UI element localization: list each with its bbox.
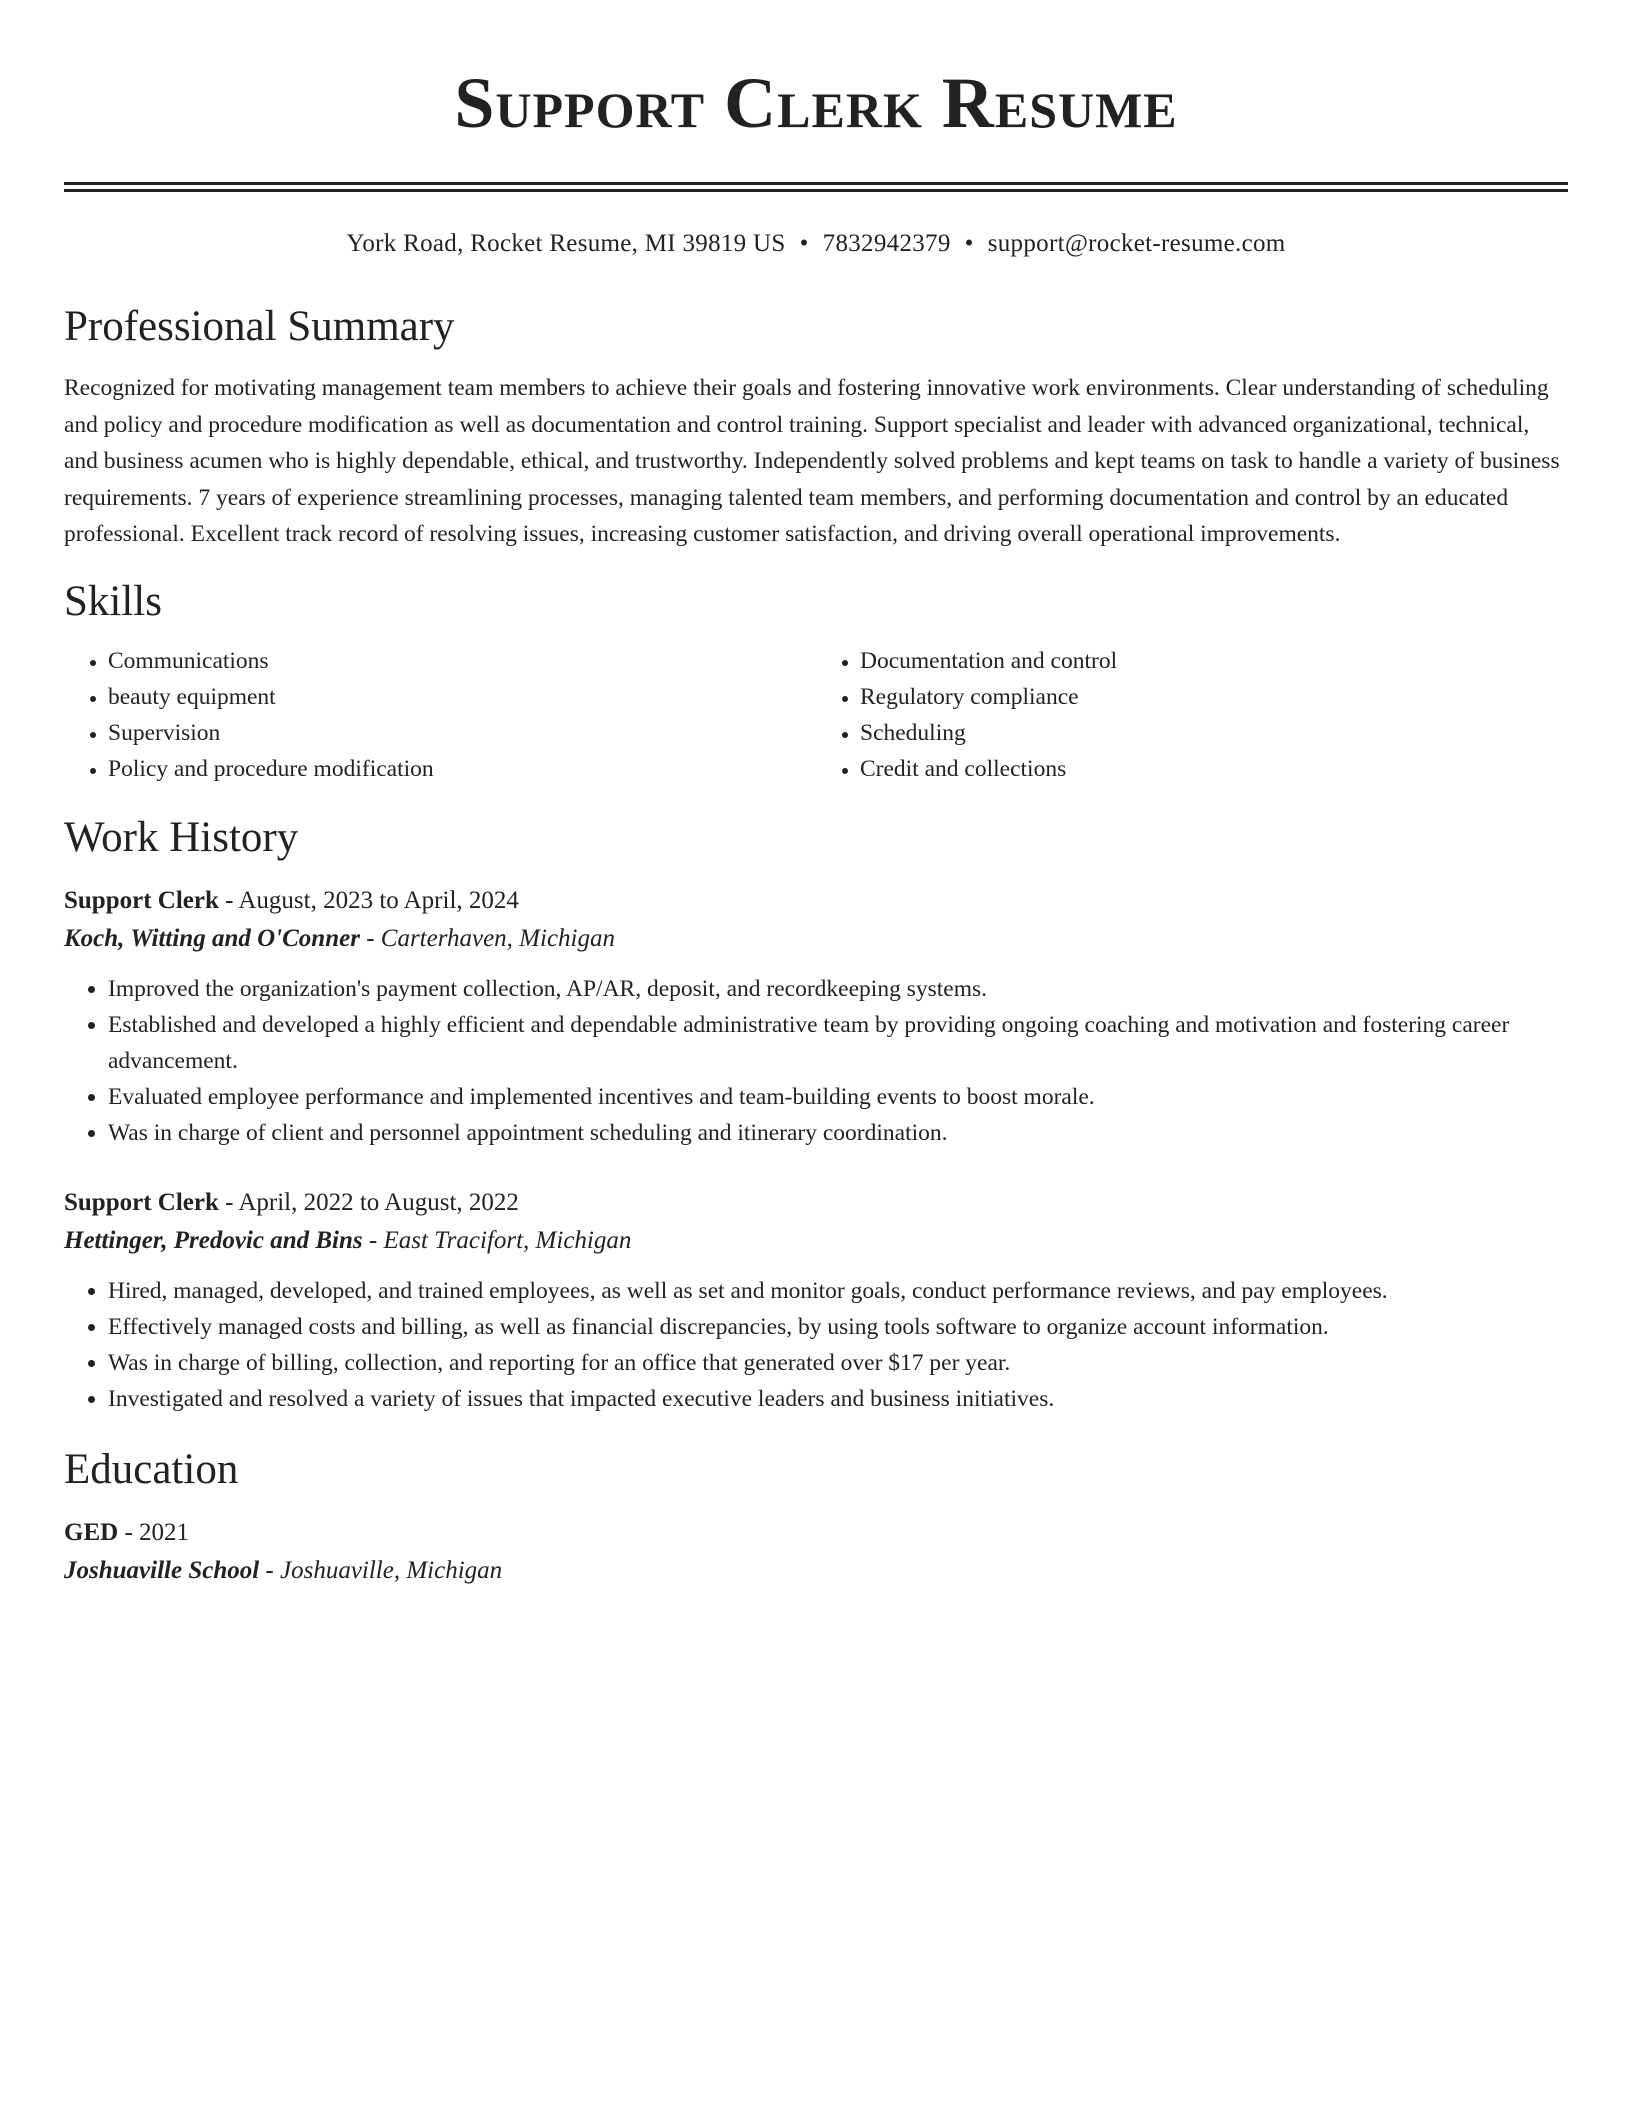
education-year: - 2021: [118, 1518, 190, 1546]
skill-item: • Credit and collections: [860, 751, 1568, 787]
job-bullet: • Established and developed a highly efficient and dependable administrative team by providing ongoing coaching and motivation and fostering career advancement.: [108, 1007, 1568, 1079]
skill-item: • Documentation and control: [860, 643, 1568, 679]
education-degree: GED: [64, 1518, 119, 1546]
section-heading-skills: Skills: [64, 577, 162, 625]
contact-email[interactable]: support@rocket-resume.com: [987, 230, 1286, 257]
section-heading-summary: Professional Summary: [64, 303, 455, 350]
job-bullets: [64, 971, 1568, 1151]
job-employer: [64, 919, 1568, 959]
skill-item: • Policy and procedure modification: [108, 751, 816, 787]
skill-item: • Scheduling: [860, 715, 1568, 751]
skills-column-right: [816, 643, 1568, 787]
job-location: - Carterhaven, Michigan: [359, 924, 615, 952]
skills-column-left: [64, 643, 816, 787]
skill-item: • Supervision: [108, 715, 816, 751]
job-dates: - August, 2023 to April, 2024: [218, 886, 519, 914]
job-bullet: • Hired, managed, developed, and trained employees, as well as set and monitor goals, conduct performance reviews, and pay employees.: [108, 1273, 1568, 1309]
education-header: [64, 1515, 1568, 1551]
job-dates: - April, 2022 to August, 2022: [218, 1188, 519, 1216]
job-bullet: • Investigated and resolved a variety of issues that impacted executive leaders and business initiatives.: [108, 1381, 1568, 1417]
job-title: Support Clerk: [64, 1188, 219, 1216]
skills-list: [64, 643, 1568, 787]
job-header: [64, 1185, 1568, 1221]
education-entry: [64, 1515, 1568, 1591]
job-bullet: • Evaluated employee performance and implemented incentives and team-building events to boost morale.: [108, 1079, 1568, 1115]
section-heading-education: Education: [64, 1445, 239, 1493]
job-bullet: • Effectively managed costs and billing, as well as financial discrepancies, by using tools software to organize account information.: [108, 1309, 1568, 1345]
title-divider: [64, 182, 1568, 192]
job-company: Hettinger, Predovic and Bins: [64, 1226, 363, 1254]
education-school-line: [64, 1551, 1568, 1591]
resume-title: Support Clerk Resume: [454, 63, 1178, 143]
job-company: Koch, Witting and O'Conner: [64, 924, 360, 952]
contact-address: York Road, Rocket Resume, MI 39819 US: [346, 230, 786, 257]
contact-line: [64, 228, 1568, 260]
job-entry: [64, 883, 1568, 1151]
job-bullet: • Was in charge of client and personnel appointment scheduling and itinerary coordination.: [108, 1115, 1568, 1151]
section-heading-work-history: Work History: [64, 813, 299, 861]
education-location: - Joshuaville, Michigan: [259, 1556, 503, 1584]
job-entry: [64, 1185, 1568, 1417]
summary-paragraph: Recognized for motivating management team members to achieve their goals and fostering innovative work environments. Clear understanding of scheduling and policy and procedure modification as well as documentation and control training. Support specialist and leader with advanced organizational, technical, and business acumen who is highly dependable, ethical, and trustworthy. Independently solved problems and kept teams on task to handle a variety of business requirements. 7 years of experience streamlining processes, managing talented team members, and performing documentation and control by an educated professional. Excellent track record of resolving issues, increasing customer satisfaction, and driving overall operational improvements.: [64, 375, 1560, 547]
contact-phone[interactable]: 7832942379: [822, 230, 951, 257]
contact-separator: •: [799, 230, 809, 257]
skill-item: • beauty equipment: [108, 679, 816, 715]
job-location: - East Tracifort, Michigan: [362, 1226, 632, 1254]
job-employer: [64, 1221, 1568, 1261]
job-bullet: • Was in charge of billing, collection, and reporting for an office that generated over $17 per year.: [108, 1345, 1568, 1381]
education-school: Joshuaville School: [64, 1556, 260, 1584]
job-header: [64, 883, 1568, 919]
job-bullets: [64, 1273, 1568, 1417]
contact-separator: •: [964, 230, 974, 257]
skill-item: • Regulatory compliance: [860, 679, 1568, 715]
job-bullet: • Improved the organization's payment collection, AP/AR, deposit, and recordkeeping systems.: [108, 971, 1568, 1007]
job-title: Support Clerk: [64, 886, 219, 914]
skill-item: • Communications: [108, 643, 816, 679]
